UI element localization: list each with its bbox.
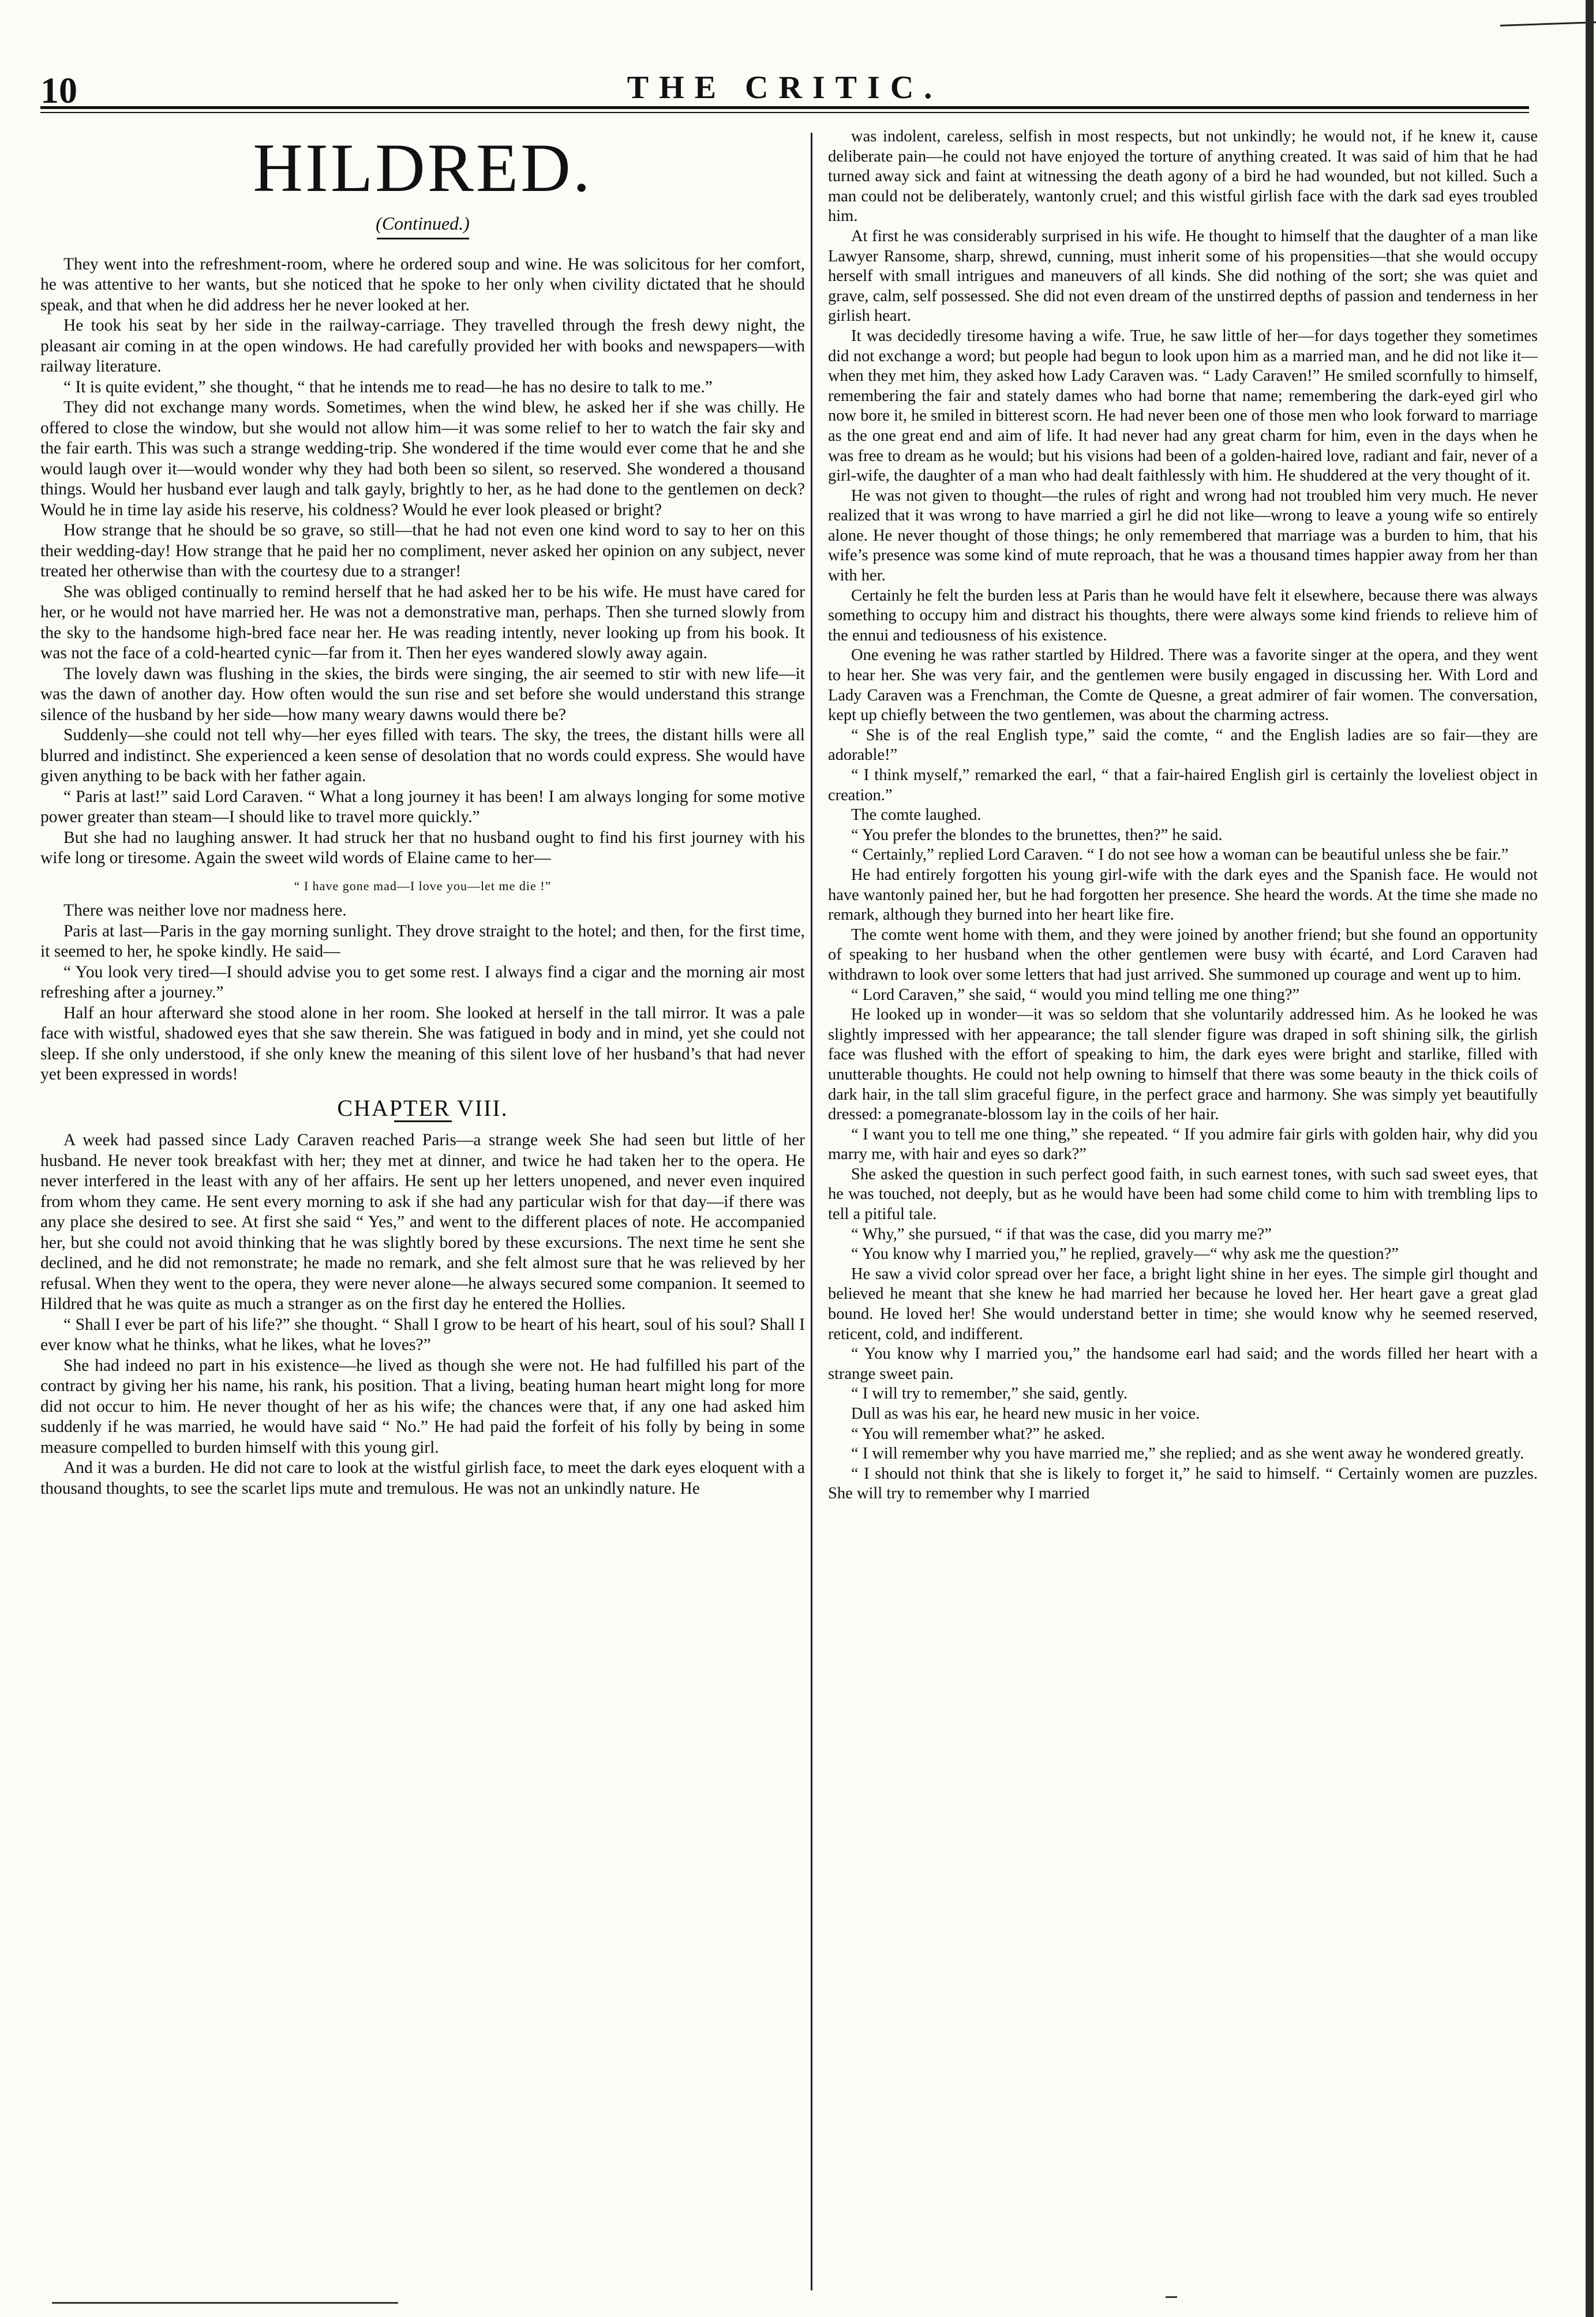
right-column — [828, 127, 1538, 2285]
paragraph: She had indeed no part in his existence—he lived as though she were not. He had fulfilled his part of the contract by giving her his name, his rank, his position. That a living, beating human heart might long for more did not occur to him. He never thought of her as his wife; the chances were that, if any one had asked him suddenly if he was married, he would have said “ No.” He had paid the forfeit of his folly by being in some measure compelled to burden himself with this young girl. — [40, 1356, 805, 1457]
paragraph: Certainly he felt the burden less at Paris than he would have felt it elsewhere, because there was always something to occupy him and distract his thoughts, there were always some kind friends to relieve him of the ennui and tediousness of his existence. — [828, 586, 1538, 644]
paragraph: She was obliged continually to remind herself that he had asked her to be his wife. He must have cared for her, or he would not have married her. He was not a demonstrative man, perhaps. Then she turned slowly from the sky to the handsome high-bred face near her. He was reading intently, never looking up from his book. It was not the face of a cold-hearted cynic—far from it. Then her eyes wandered slowly away again. — [40, 582, 805, 662]
paragraph: A week had passed since Lady Caraven reached Paris—a strange week She had seen but little of her husband. He never took breakfast with her; they met at dinner, and twice he had taken her to the opera. He never interfered in the least with any of her affairs. He sent up her letters unopened, and never even inquired from whom they came. He sent every morning to ask if she had any particular wish for that day—if there was any place she desired to see. At first she said “ Yes,” and went to the different places of note. He accompanied her, but she could not avoid thinking that he was slightly bored by these excursions. The next time he sent she declined, and he did not remonstrate; he made no remark, and she felt almost sure that he was relieved by her refusal. When they went to the opera, they were never alone—he always secured some companion. It seemed to Hildred that he was quite as much a stranger as on the first day he entered the Hollies. — [40, 1131, 805, 1313]
paragraph: Suddenly—she could not tell why—her eyes filled with tears. The sky, the trees, the distant hills were all blurred and indistinct. She experienced a keen sense of desolation that no words could express. She would have given anything to be back with her father again. — [40, 726, 805, 785]
paragraph: Dull as was his ear, he heard new music in her voice. — [851, 1405, 1200, 1423]
paragraph: “ Shall I ever be part of his life?” she thought. “ Shall I grow to be heart of his heart, soul of his soul? Shall I ever know what he thinks, what he likes, what he loves?” — [40, 1315, 805, 1354]
header-rule-thin — [40, 112, 1529, 113]
paragraph: They went into the refreshment-room, where he ordered soup and wine. He was solicitous for her comfort, he was attentive to her wants, but she noticed that he spoke to her only when civility dictated that he should speak, and that when he did address her he never looked at her. — [40, 254, 805, 314]
page-number: 10 — [40, 70, 77, 111]
page-edge-shadow — [1586, 0, 1594, 2317]
paragraph: It was decidedly tiresome having a wife. True, he saw little of her—for days together they sometimes did not exchange a word; but people had begun to look upon him as a married man, and he did not like it—when they met him, they asked how Lady Caraven was. “ Lady Caraven!” He smiled scornfully to himself, remembering the fair and stately dames who had borne that name; remembering the dark-eyed girl who now bore it, he smiled in bitterest scorn. He had never been one of those men who look forward to marriage as the one great end and aim of life. It had never had any great charm for him, even in the days when he was free to dream as he would; but his visions had been of a golden-haired love, radiant and fair, never of a girl-wife, the daughter of a man who had dealt faithlessly with him. He shuddered at the very thought of it. — [828, 327, 1538, 485]
left-column — [40, 127, 805, 2285]
continued-note: (Continued.) — [376, 213, 470, 234]
paragraph: “ I should not think that she is likely to forget it,” he said to himself. “ Certainly women are puzzles. She will try to remember why I married — [828, 1464, 1538, 1503]
paragraph: “ It is quite evident,” she thought, “ that he intends me to read—he has no desire to talk to me.” — [63, 377, 713, 396]
paragraph: And it was a burden. He did not care to look at the wistful girlish face, to meet the dark eyes eloquent with a thousand thoughts, to see the scarlet lips mute and tremulous. He was not an unkindly nature. He — [40, 1459, 805, 1498]
story-title: HILDRED. — [253, 129, 593, 206]
paragraph: But she had no laughing answer. It had struck her that no husband ought to find his first journey with his wife long or tiresome. Again the sweet wild words of Elaine came to her— — [40, 828, 805, 867]
paragraph: One evening he was rather startled by Hildred. There was a favorite singer at the opera, and they went to hear her. She was very fair, and the gentlemen were busily engaged in discussing her. With Lord and Lady Caraven was a Frenchman, the Comte de Quesne, a great admirer of fair women. The conversation, kept up chiefly between the two gentlemen, was about the charming actress. — [828, 646, 1538, 725]
masthead: THE CRITIC. — [627, 70, 943, 106]
paragraph: He saw a vivid color spread over her face, a bright light shine in her eyes. The simple girl thought and believed he meant that she knew he had married her because he loved her. Her heart gave a great glad bound. He loved her! She would understand better in time; she would know why he seemed reserved, reticent, cold, and indifferent. — [828, 1265, 1538, 1343]
footer-rule — [52, 2302, 398, 2304]
paragraph: “ You will remember what?” he asked. — [851, 1424, 1106, 1443]
page-edge-mark — [1500, 0, 1596, 27]
paragraph: “ Why,” she pursued, “ if that was the case, did you marry me?” — [851, 1225, 1272, 1243]
paragraph: The comte laughed. — [851, 806, 981, 824]
paragraph: The lovely dawn was flushing in the skies, the birds were singing, the air seemed to stir with new life—it was the dawn of another day. How often would the sun rise and set before she would understand this strange silence of the husband by her side—how many weary dawns would there be? — [40, 664, 805, 724]
elaine-quote: “ I have gone mad—I love you—let me die !” — [294, 878, 552, 893]
paragraph: How strange that he should be so grave, so still—that he had not even one kind word to say to her on this their wedding-day! How strange that he paid her no compliment, never asked her opinion on any subject, never treated her otherwise than with the courtesy due to a stranger! — [40, 521, 805, 580]
paragraph: “ Paris at last!” said Lord Caraven. “ What a long journey it has been! I am always longing for some motive power greater than steam—I should like to travel more quickly.” — [40, 787, 805, 826]
paragraph: At first he was considerably surprised in his wife. He thought to himself that the daughter of a man like Lawyer Ransome, sharp, shrewd, cunning, must inherit some of his propensities—that she would occupy herself with small intrigues and maneuvers of all kinds. She did nothing of the sort; she was quiet and grave, calm, self possessed. She did not even dream of the unstirred depths of passion and tenderness in her girlish heart. — [828, 227, 1538, 325]
paragraph: “ She is of the real English type,” said the comte, “ and the English ladies are so fair—they are adorable!” — [828, 726, 1538, 764]
header-rule — [40, 106, 1529, 109]
paragraph: They did not exchange many words. Sometimes, when the wind blew, he asked her if she was chilly. He offered to close the window, but she would not allow him—it was some relief to her to watch the fair sky and the fair earth. This was such a strange wedding-trip. She wondered if the time would ever come that he and she would laugh over it—would wonder why they had both been so silent, so reserved. She wondered a thousand things. Would her husband ever laugh and talk gayly, brightly to her, as he had done to the gentlemen on deck? Would he in time lay aside his reserve, his coldness? Would he ever look pleased or bright? — [40, 398, 805, 519]
paragraph: “ You know why I married you,” he replied, gravely—“ why ask me the question?” — [851, 1245, 1399, 1264]
paragraph: He was not given to thought—the rules of right and wrong had not troubled him very much. He never realized that it was wrong to have married a girl he did not like—wrong to leave a young wife so entirely alone. He never thought of those things; he only remembered that marriage was a burden to him, that his wife’s presence was some kind of mute reproach, that he was a thousand times happier away from her than with her. — [828, 486, 1538, 585]
column-divider — [811, 133, 812, 2290]
paragraph: was indolent, careless, selfish in most respects, but not unkindly; he would not, if he knew it, cause deliberate pain—he could not have enjoyed the torture of anything created. It was said of him that he had turned away sick and faint at witnessing the death agony of a bird he had wounded, but not killed. Such a man could not be deliberately, wantonly cruel; and this wistful girlish face with the dark sad eyes troubled him. — [828, 128, 1538, 226]
paragraph: “ Certainly,” replied Lord Caraven. “ I do not see how a woman can be beautiful unless she be fair.” — [851, 846, 1509, 864]
title-rule — [377, 238, 469, 239]
paragraph: “ You know why I married you,” the handsome earl had said; and the words filled her heart with a strange sweet pain. — [828, 1345, 1538, 1383]
paragraph: He looked up in wonder—it was so seldom that she voluntarily addressed him. As he looked he was slightly impressed with her appearance; the tall slender figure was draped in soft shining silk, the girlish face was flushed with the effort of speaking to him, the dark eyes were bright and starlike, filled with unutterable thoughts. He could not help owning to himself that there was some beauty in the thick coils of dark hair, in the tall slim graceful figure, in the perfect grace and harmony. She was simply yet beautifully dressed: a pomegranate-blossom lay in the coils of her hair. — [828, 1006, 1538, 1124]
chapter-paragraphs — [40, 1130, 805, 1499]
footer-dash — [1166, 2296, 1177, 2298]
left-paragraphs-after-quote — [40, 901, 805, 1085]
paragraph: She asked the question in such perfect good faith, in such earnest tones, with such sad sweet eyes, that he was touched, not deeply, but as he would have been had some child come to him with trembling lips to tell a pitiful tale. — [828, 1165, 1538, 1224]
paragraph: “ I will try to remember,” she said, gently. — [851, 1385, 1127, 1403]
chapter-heading: CHAPTER VIII. — [337, 1094, 508, 1121]
paragraph: There was neither love nor madness here. — [63, 901, 347, 920]
paragraph: Half an hour afterward she stood alone in her room. She looked at herself in the tall mirror. It was a pale face with wistful, shadowed eyes that she saw therein. She was fatigued in body and in mind, yet she could not sleep. If she only understood, if she only knew the meaning of this silent love of her husband’s that had never yet been expressed in words! — [40, 1003, 805, 1083]
paragraph: “ You prefer the blondes to the brunettes, then?” he said. — [851, 826, 1223, 844]
left-paragraphs-before-quote — [40, 254, 805, 869]
paragraph: The comte went home with them, and they were joined by another friend; but she found an opportunity of speaking to her husband when the other gentlemen were busy with écarté, and Lord Caraven had withdrawn to look over some letters that had just arrived. She summoned up courage and went up to him. — [828, 925, 1538, 984]
paragraph: He had entirely forgotten his young girl-wife with the dark eyes and the Spanish face. He would not have wantonly pained her, but he had forgotten her presence. She heard the words. At the time she made no remark, although they burned into her heart like fire. — [828, 865, 1538, 924]
paragraph: “ Lord Caraven,” she said, “ would you mind telling me one thing?” — [851, 985, 1300, 1004]
right-paragraphs — [828, 127, 1538, 1504]
paragraph: “ I think myself,” remarked the earl, “ that a fair-haired English girl is certainly the loveliest object in creation.” — [828, 766, 1538, 804]
paragraph: He took his seat by her side in the railway-carriage. They travelled through the fresh dewy night, the pleasant air coming in at the open windows. He had carefully provided her with books and newspapers—with railway literature. — [40, 316, 805, 376]
paragraph: “ I want you to tell me one thing,” she repeated. “ If you admire fair girls with golden hair, why did you marry me, with hair and eyes so dark?” — [828, 1125, 1538, 1164]
paragraph: Paris at last—Paris in the gay morning sunlight. They drove straight to the hotel; and then, for the first time, it seemed to her, he spoke kindly. He said— — [40, 921, 805, 961]
paragraph: “ I will remember why you have married me,” she replied; and as she went away he wondered greatly. — [851, 1445, 1524, 1463]
paragraph: “ You look very tired—I should advise you to get some rest. I always find a cigar and the morning air most refreshing after a journey.” — [40, 962, 805, 1002]
